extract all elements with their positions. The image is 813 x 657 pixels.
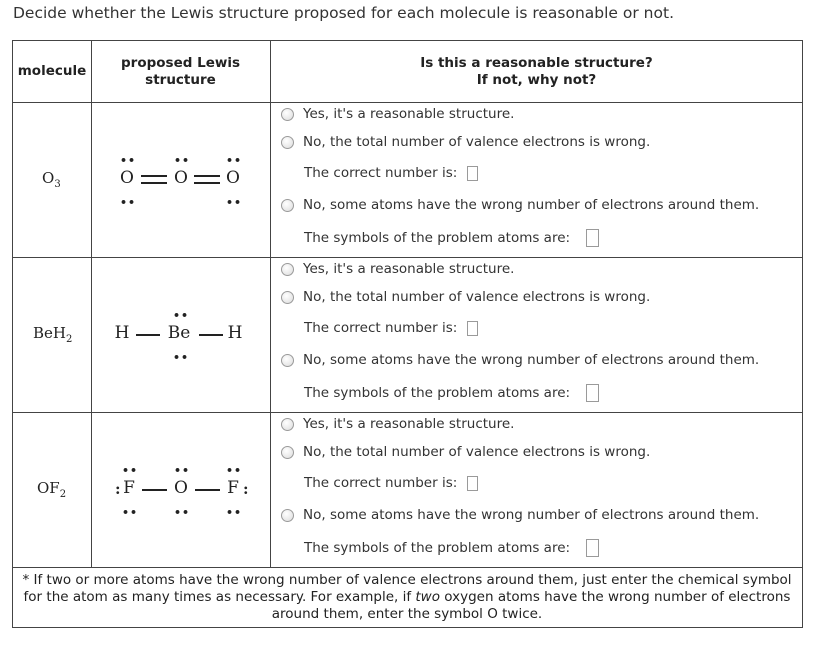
problem-atoms-label: The symbols of the problem atoms are: bbox=[304, 385, 571, 401]
option-label: Yes, it's a reasonable structure. bbox=[303, 416, 515, 432]
footnote-emphasis: two bbox=[415, 589, 440, 605]
footnote-part1: * If two or more atoms have the wrong number of valence electrons around them, just enter the chemical symbol for the atom as many times as necessary. For example, if bbox=[22, 572, 792, 605]
lone-pair: •• bbox=[173, 309, 190, 322]
radio-button[interactable] bbox=[281, 136, 294, 149]
lone-pair: •• bbox=[120, 154, 137, 167]
single-bond bbox=[142, 489, 167, 491]
option-wrong-atoms[interactable] bbox=[281, 507, 759, 523]
option-reasonable[interactable] bbox=[281, 106, 514, 122]
header-structure bbox=[91, 55, 270, 89]
option-label: No, the total number of valence electrons is wrong. bbox=[303, 134, 651, 150]
problem-atoms-input[interactable] bbox=[586, 384, 599, 402]
option-label: No, some atoms have the wrong number of electrons around them. bbox=[303, 507, 760, 523]
atom: H bbox=[227, 323, 243, 343]
lone-pair: •• bbox=[174, 506, 191, 519]
footnote-part2: oxygen atoms have the wrong number of electrons around them, enter the symbol O twice. bbox=[271, 589, 791, 622]
option-reasonable[interactable] bbox=[281, 416, 514, 432]
atom: F bbox=[123, 478, 135, 498]
molecule-formula: O bbox=[42, 169, 55, 187]
option-wrong-atoms[interactable] bbox=[281, 352, 759, 368]
molecule-subscript: 2 bbox=[65, 334, 73, 345]
single-bond bbox=[136, 334, 160, 336]
option-wrong-total[interactable] bbox=[281, 289, 650, 305]
option-label: Yes, it's a reasonable structure. bbox=[303, 106, 515, 122]
header-structure-line2: structure bbox=[145, 72, 216, 88]
molecule-formula: OF bbox=[37, 479, 60, 497]
lone-pair: •• bbox=[226, 464, 243, 477]
radio-button[interactable] bbox=[281, 509, 294, 522]
header-question-line1: Is this a reasonable structure? bbox=[420, 55, 653, 71]
radio-button[interactable] bbox=[281, 354, 294, 367]
option-label: No, the total number of valence electrons is wrong. bbox=[303, 444, 651, 460]
lone-pair: •• bbox=[174, 154, 191, 167]
molecule-subscript: 3 bbox=[54, 179, 61, 190]
correct-number-input[interactable] bbox=[467, 166, 478, 181]
double-bond bbox=[141, 182, 167, 184]
problem-atoms-row bbox=[304, 384, 599, 402]
radio-button[interactable] bbox=[281, 108, 294, 121]
atom: F bbox=[227, 478, 239, 498]
header-molecule bbox=[13, 63, 91, 80]
atom: O bbox=[120, 168, 134, 188]
radio-button[interactable] bbox=[281, 199, 294, 212]
option-label: Yes, it's a reasonable structure. bbox=[303, 261, 515, 277]
problem-atoms-row bbox=[304, 229, 599, 247]
problem-atoms-label: The symbols of the problem atoms are: bbox=[304, 230, 571, 246]
lone-pair: •• bbox=[226, 506, 243, 519]
correct-number-input[interactable] bbox=[467, 476, 478, 491]
lone-pair: •• bbox=[122, 506, 139, 519]
correct-number-label: The correct number is: bbox=[304, 475, 458, 491]
correct-number-label: The correct number is: bbox=[304, 165, 458, 181]
correct-number-row bbox=[304, 475, 478, 491]
lone-pair: •• bbox=[122, 464, 139, 477]
footnote bbox=[14, 572, 800, 623]
lone-pair: : bbox=[115, 480, 122, 498]
lone-pair: •• bbox=[226, 196, 243, 209]
molecule-of2 bbox=[37, 479, 66, 500]
lewis-structure-o3 bbox=[111, 151, 251, 211]
single-bond bbox=[199, 334, 223, 336]
molecule-beh2 bbox=[33, 324, 72, 345]
atom: H bbox=[114, 323, 130, 343]
option-label: No, some atoms have the wrong number of electrons around them. bbox=[303, 197, 760, 213]
double-bond bbox=[194, 175, 220, 177]
correct-number-row bbox=[304, 165, 478, 181]
atom: O bbox=[174, 478, 188, 498]
atom: Be bbox=[167, 323, 191, 343]
problem-atoms-row bbox=[304, 539, 599, 557]
atom: O bbox=[226, 168, 240, 188]
option-wrong-total[interactable] bbox=[281, 444, 650, 460]
lone-pair: : bbox=[243, 480, 250, 498]
header-molecule-text: molecule bbox=[17, 63, 87, 79]
instructions: Decide whether the Lewis structure proposed for each molecule is reasonable or not. bbox=[13, 4, 674, 22]
lewis-structure-beh2 bbox=[111, 306, 251, 366]
molecule-subscript: 2 bbox=[59, 489, 67, 500]
lone-pair: •• bbox=[120, 196, 137, 209]
radio-button[interactable] bbox=[281, 446, 294, 459]
double-bond bbox=[141, 175, 167, 177]
correct-number-row bbox=[304, 320, 478, 336]
option-label: No, some atoms have the wrong number of electrons around them. bbox=[303, 352, 760, 368]
header-question-line2: If not, why not? bbox=[476, 72, 597, 88]
atom: O bbox=[174, 168, 188, 188]
molecule-o3 bbox=[42, 169, 61, 190]
problem-atoms-label: The symbols of the problem atoms are: bbox=[304, 540, 571, 556]
lone-pair: •• bbox=[173, 351, 190, 364]
header-structure-line1: proposed Lewis bbox=[121, 55, 240, 71]
lone-pair: •• bbox=[226, 154, 243, 167]
molecule-formula: BeH bbox=[33, 324, 66, 342]
single-bond bbox=[195, 489, 220, 491]
option-reasonable[interactable] bbox=[281, 261, 514, 277]
radio-button[interactable] bbox=[281, 263, 294, 276]
correct-number-label: The correct number is: bbox=[304, 320, 458, 336]
problem-atoms-input[interactable] bbox=[586, 229, 599, 247]
option-wrong-atoms[interactable] bbox=[281, 197, 759, 213]
header-question bbox=[270, 55, 803, 89]
question-table bbox=[12, 40, 803, 628]
radio-button[interactable] bbox=[281, 418, 294, 431]
lone-pair: •• bbox=[174, 464, 191, 477]
radio-button[interactable] bbox=[281, 291, 294, 304]
problem-atoms-input[interactable] bbox=[586, 539, 599, 557]
option-label: No, the total number of valence electrons is wrong. bbox=[303, 289, 651, 305]
option-wrong-total[interactable] bbox=[281, 134, 650, 150]
double-bond bbox=[194, 182, 220, 184]
lewis-structure-of2 bbox=[111, 461, 261, 521]
correct-number-input[interactable] bbox=[467, 321, 478, 336]
